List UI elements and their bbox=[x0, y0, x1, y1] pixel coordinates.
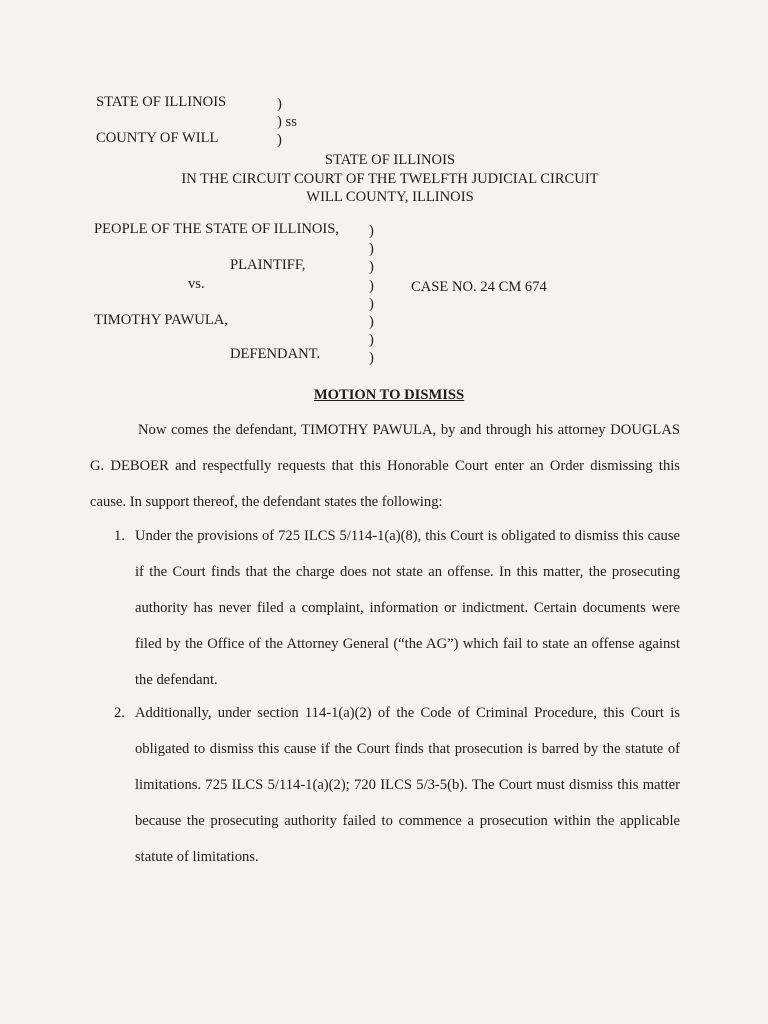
caption-paren: ) bbox=[369, 314, 374, 330]
item-1-number: 1. bbox=[114, 528, 125, 544]
item-1-text: Under the provisions of 725 ILCS 5/114-1(a)(8), this Court is obligated to dismiss this cause if the Court finds that the charge does not state an offense. In this matter, the prosecuting authority has never filed a complaint, information or indictment. Certain documents were filed by the Office of the Attorney General (“the AG”) which fail to state an offense against the defendant. bbox=[135, 528, 680, 688]
caption-paren: ) bbox=[369, 278, 374, 294]
court-header-line-3: WILL COUNTY, ILLINOIS bbox=[306, 189, 474, 205]
venue-paren-3: ) bbox=[277, 132, 282, 148]
caption-paren: ) bbox=[369, 259, 374, 275]
venue-paren-ss: ) ss bbox=[277, 114, 297, 130]
plaintiff-role: PLAINTIFF, bbox=[230, 257, 306, 273]
venue-paren-1: ) bbox=[277, 96, 282, 112]
caption-paren: ) bbox=[369, 223, 374, 239]
caption-paren: ) bbox=[369, 332, 374, 348]
item-2-number: 2. bbox=[114, 705, 125, 721]
court-header-line-1: STATE OF ILLINOIS bbox=[324, 152, 456, 168]
caption-paren: ) bbox=[369, 241, 374, 257]
caption-paren: ) bbox=[369, 296, 374, 312]
county-label: COUNTY OF WILL bbox=[96, 130, 219, 146]
versus-label: vs. bbox=[188, 276, 205, 292]
item-2-text: Additionally, under section 114-1(a)(2) of the Code of Criminal Procedure, this Court is obligated to dismiss this cause if the Court finds that prosecution is barred by the statute of limitations. 725 ILCS 5/114-1(a)(2); 720 ILCS 5/3-5(b). The Court must dismiss this matter because the prosecuting authority failed to commence a prosecution within the applicable statute of limitations. bbox=[135, 705, 680, 865]
court-header-line-2: IN THE CIRCUIT COURT OF THE TWELFTH JUDICIAL CIRCUIT bbox=[181, 171, 599, 187]
intro-paragraph: Now comes the defendant, TIMOTHY PAWULA, by and through his attorney DOUGLAS G. DEBOER and respectfully requests that this Honorable Court enter an Order dismissing this cause. In support thereof, the defendant states the following: bbox=[90, 422, 680, 510]
motion-title: MOTION TO DISMISS bbox=[313, 387, 465, 403]
caption-paren: ) bbox=[369, 350, 374, 366]
case-number: CASE NO. 24 CM 674 bbox=[411, 279, 547, 295]
defendant-name: TIMOTHY PAWULA, bbox=[94, 312, 228, 328]
state-label: STATE OF ILLINOIS bbox=[96, 94, 227, 110]
plaintiff-name: PEOPLE OF THE STATE OF ILLINOIS, bbox=[94, 221, 340, 237]
defendant-role: DEFENDANT. bbox=[230, 346, 321, 362]
